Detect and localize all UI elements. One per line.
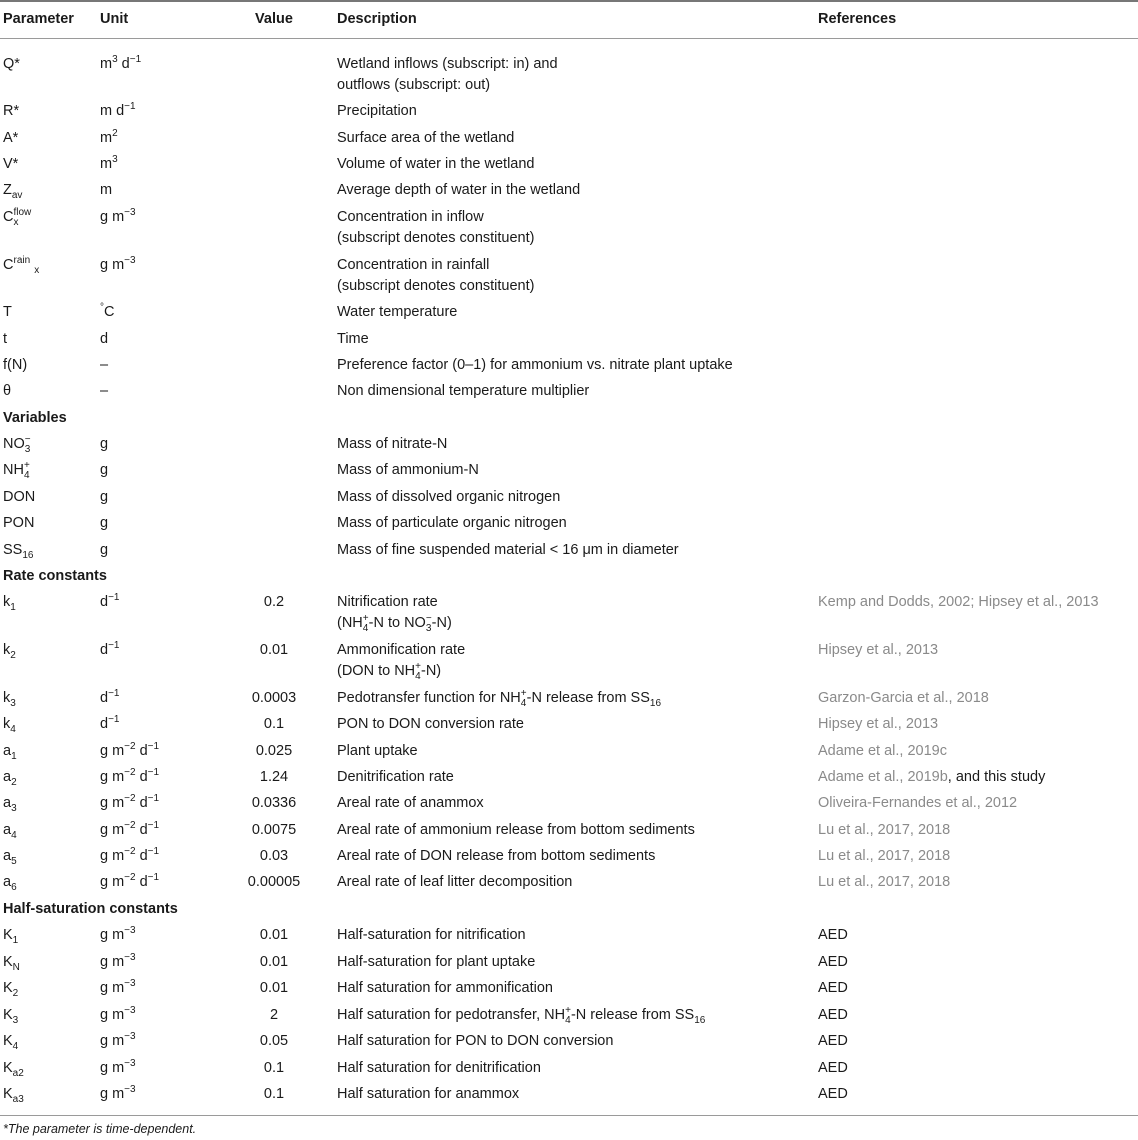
param-cell: $a_3$ [3,795,17,814]
param-cell: $K_3$ [3,1007,19,1026]
description-cell: Plant uptake [337,743,418,759]
description-cell: Half saturation for anammox [337,1086,520,1102]
unit-cell: °C [100,302,115,320]
unit-cell: g $m^{-2}$ $d^{-1}$ [100,846,160,864]
unit-cell: g $m^{-3}$ [100,925,136,943]
header-unit: Unit [100,11,129,27]
value-cell: 0.03 [259,848,289,864]
description-cell: Areal rate of ammonium release from bottom sediments [337,822,695,838]
description-cell: Surface area of the wetland [337,130,515,146]
reference-link[interactable]: Garzon-Garcia et al., 2018 [818,690,989,706]
header-parameter: Parameter [3,11,74,27]
unit-cell: g $m^{-3}$ [100,952,136,970]
value-cell: 0.01 [259,954,289,970]
description-cell: Precipitation [337,103,417,119]
description-cell: Nitrification rate (NH + 4 -N to NO − 3 -N) [337,594,452,634]
reference-link[interactable]: Hipsey et al., 2013 [818,642,939,658]
unit-cell: – [100,383,109,399]
unit-cell: g $m^{-3}$ [100,255,136,273]
param-cell: T [3,304,12,320]
description-cell: PON to DON conversion rate [337,716,524,732]
unit-cell: g $m^{-2}$ $d^{-1}$ [100,820,160,838]
unit-cell: g $m^{-2}$ $d^{-1}$ [100,767,160,785]
description-cell: Areal rate of leaf litter decomposition [337,874,573,890]
description-cell: Mass of dissolved organic nitrogen [337,489,561,505]
unit-cell: $m^3$ $d^{-1}$ [100,54,142,72]
unit-cell: g [100,436,109,452]
unit-cell: g $m^{-3}$ [100,1031,136,1049]
description-cell: Areal rate of anammox [337,795,484,811]
unit-cell: $d^{-1}$ [100,714,120,732]
reference-cell: AED [818,1007,848,1023]
description-cell: Denitrification rate [337,769,454,785]
reference-cell: AED [818,1086,848,1102]
description-cell: Half-saturation for plant uptake [337,954,536,970]
description-cell: Half saturation for denitrification [337,1060,541,1076]
unit-cell: g $m^{-2}$ $d^{-1}$ [100,741,160,759]
header-description: Description [337,11,417,27]
param-cell: $k_1$ [3,594,16,613]
param-cell: $SS_{16}$ [3,542,34,561]
param-cell: NH + 4 [3,460,30,481]
description-cell: Half saturation for ammonification [337,980,553,996]
description-cell: Time [337,331,369,347]
description-cell: Areal rate of DON release from bottom sediments [337,848,656,864]
unit-cell: g [100,515,109,531]
value-cell: 0.0336 [251,795,297,811]
unit-cell: g $m^{-2}$ $d^{-1}$ [100,793,160,811]
param-cell: t [3,331,8,347]
reference-cell: AED [818,927,848,943]
unit-cell: $d^{-1}$ [100,640,120,658]
value-cell: 0.01 [259,927,289,943]
value-cell: 0.01 [259,980,289,996]
description-cell: Non dimensional temperature multiplier [337,383,590,399]
value-cell: 1.24 [259,769,289,785]
description-cell: Mass of ammonium-N [337,462,479,478]
reference-link[interactable]: Adame et al., 2019c [818,743,947,759]
param-cell: NO − 3 [3,434,31,455]
description-cell: Concentration in rainfall (subscript denotes constituent) [337,257,535,294]
param-cell: $k_3$ [3,690,16,709]
param-cell: $K_{a3}$ [3,1086,24,1105]
param-cell: DON [3,489,36,505]
reference-link[interactable]: Adame et al., 2019b [818,769,948,785]
param-cell: $C^{rain}$ $_x$ [3,255,40,276]
description-cell: Mass of particulate organic nitrogen [337,515,567,531]
description-cell: Mass of nitrate-N [337,436,448,452]
param-cell: $Z_{av}$ [3,182,23,201]
unit-cell: g [100,542,109,558]
description-cell: Mass of fine suspended material < 16 μm in diameter [337,542,679,558]
unit-cell: g $m^{-3}$ [100,1084,136,1102]
unit-cell: g $m^{-3}$ [100,1005,136,1023]
param-cell: $a_2$ [3,769,17,788]
value-cell: 0.2 [263,594,285,610]
unit-cell: d [100,331,109,347]
value-cell: 0.1 [263,716,285,732]
reference-link[interactable]: Kemp and Dodds, 2002; Hipsey et al., 2013 [818,594,1099,610]
param-cell: A* [3,130,19,146]
reference-link[interactable]: Lu et al., 2017, 2018 [818,848,951,864]
value-cell: 0.01 [259,642,289,658]
unit-cell: g [100,462,109,478]
reference-link[interactable]: Lu et al., 2017, 2018 [818,822,951,838]
param-cell: $K_{a2}$ [3,1060,24,1079]
description-cell: Volume of water in the wetland [337,156,535,172]
reference-cell: AED [818,954,848,970]
param-cell: Q* [3,56,20,72]
table-bottom-rule [0,1115,1138,1116]
param-cell: $K_4$ [3,1033,19,1052]
param-cell: $a_4$ [3,822,17,841]
value-cell: 2 [269,1007,279,1023]
header-rule [0,38,1138,39]
unit-cell: g $m^{-3}$ [100,1058,136,1076]
unit-cell: g [100,489,109,505]
reference-link[interactable]: Hipsey et al., 2013 [818,716,939,732]
description-cell: Half saturation for PON to DON conversion [337,1033,614,1049]
param-cell: $k_2$ [3,642,16,661]
unit-cell: m $d^{-1}$ [100,101,136,119]
header-value: Value [255,11,293,27]
value-cell: 0.05 [259,1033,289,1049]
unit-cell: – [100,357,109,373]
unit-cell: g $m^{-3}$ [100,978,136,996]
reference-cell: Adame et al., 2019b, and this study [818,769,1046,785]
param-cell: $k_4$ [3,716,16,735]
reference-link[interactable]: Oliveira-Fernandes et al., 2012 [818,795,1018,811]
reference-cell: AED [818,1060,848,1076]
value-cell: 0.025 [255,743,293,759]
param-cell: C flow x [3,207,32,228]
value-cell: 0.1 [263,1060,285,1076]
description-cell: Half saturation for pedotransfer, NH + 4 -N release from $SS_{16}$ [337,1005,706,1026]
description-cell: Half-saturation for nitrification [337,927,526,943]
unit-cell: $d^{-1}$ [100,592,120,610]
description-cell: Ammonification rate (DON to NH + 4 -N) [337,642,466,682]
description-cell: Wetland inflows (subscript: in) and outflows (subscript: out) [337,56,558,93]
description-cell: Concentration in inflow (subscript denotes constituent) [337,209,535,246]
value-cell: 0.0003 [251,690,297,706]
description-cell: Water temperature [337,304,458,320]
unit-cell: $d^{-1}$ [100,688,120,706]
unit-cell: m [100,182,113,198]
reference-cell: AED [818,1033,848,1049]
param-cell: $K_N$ [3,954,20,973]
description-cell: Preference factor (0–1) for ammonium vs. nitrate plant uptake [337,357,733,373]
param-cell: $K_1$ [3,927,19,946]
param-cell: $a_1$ [3,743,17,762]
unit-cell: $m^3$ [100,154,118,172]
reference-link[interactable]: Lu et al., 2017, 2018 [818,874,951,890]
param-cell: θ [3,383,12,399]
value-cell: 0.00005 [247,874,301,890]
param-cell: PON [3,515,35,531]
unit-cell: g $m^{-2}$ $d^{-1}$ [100,872,160,890]
param-cell: V* [3,156,19,172]
reference-cell: AED [818,980,848,996]
param-cell: $a_6$ [3,874,17,893]
value-cell: 0.1 [263,1086,285,1102]
table-footnote: *The parameter is time-dependent. [3,1122,197,1136]
param-cell: f(N) [3,357,28,373]
param-cell: R* [3,103,20,119]
description-cell: Average depth of water in the wetland [337,182,581,198]
header-references: References [818,11,897,27]
unit-cell: $m^2$ [100,128,118,146]
table-top-rule [0,0,1138,2]
param-cell: $K_2$ [3,980,19,999]
description-cell: Pedotransfer function for NH + 4 -N release from $SS_{16}$ [337,688,662,709]
value-cell: 0.0075 [251,822,297,838]
param-cell: $a_5$ [3,848,17,867]
unit-cell: g $m^{-3}$ [100,207,136,225]
